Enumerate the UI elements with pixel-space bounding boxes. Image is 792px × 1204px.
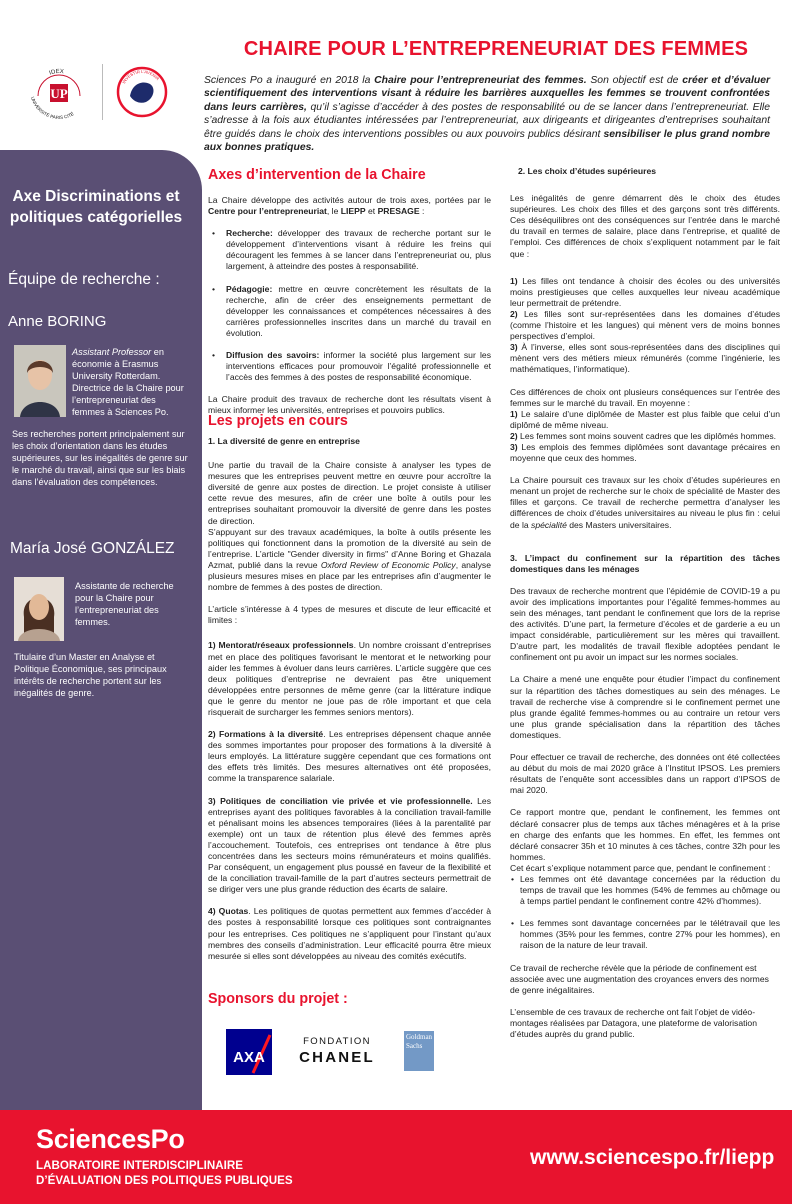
intro-paragraph: Sciences Po a inauguré en 2018 la Chaire pour l’entrepreneuriat des femmes. Son objectif est de créer et d’évaluer scientifiquement des interventions visant à réduire les barrières auxquelles les femmes se trouvent confrontées dans leurs carrières, qu’il s’agisse d’accéder à des postes de responsabilité ou de se lancer dans l’entrepreneuriat. Elle s’adresse à la fois aux étudiantes intéressées par l’entrepreneuriat, aux dirigeants et dirigeantes d’entreprises souhaitant être guidés dans le choix des interventions possibles ou aux pouvoirs publics désirant sensibiliser le plus grand nombre aux bonnes pratiques. bbox=[204, 75, 771, 154]
section-1-paragraph-3: L’article s’intéresse à 4 types de mesures et discute de leur efficacité et limites : bbox=[208, 604, 491, 626]
goldman-sachs-logo: Goldman Sachs bbox=[404, 1031, 434, 1071]
section-3-paragraph-6: Ce travail de recherche révèle que la période de confinement est associée avec une augmentation des croyances envers des normes de genre inégalitaires. bbox=[510, 962, 769, 995]
axa-logo bbox=[226, 1029, 272, 1075]
person-name-anne-boring: Anne BORING bbox=[8, 313, 107, 330]
svg-text:INVESTIR L’AVENIR: INVESTIR L’AVENIR bbox=[121, 68, 161, 85]
sciencespo-logo: SciencesPo bbox=[36, 1124, 185, 1154]
axe-diffusion: • Diffusion des savoirs: informer la société plus largement sur les interventions efficaces pour promouvoir l’égalité professionnelle et l’accès des femmes à des postes de responsabilité économique. bbox=[208, 350, 491, 383]
axe-pedagogie: • Pédagogie: mettre en œuvre concrètement les résultats de la recherche, afin de créer des enseignements permettant de développer les connaissances et compétences nécessaires à des carrières professionnelles inscrites dans un marché du travail en évolution. bbox=[208, 284, 491, 339]
section-3-paragraph-4: Ce rapport montre que, pendant le confinement, les femmes ont déclaré consacrer plus de temps aux tâches ménagères et à la prise en charge des enfants que les hommes. En effet, les femmes ont déclaré consacrer 35h et 10 minutes à ces tâches, contre 32h pour les hommes. bbox=[510, 807, 780, 862]
page-title: CHAIRE POUR L’ENTREPRENEURIAT DES FEMMES bbox=[243, 38, 749, 60]
section-1-paragraph: Une partie du travail de la Chaire consiste à analyser les types de mesures que les entreprises peuvent mettre en œuvre pour accroître la diversité de genre aux postes de direction. Le projet consiste à utiliser cette revue des mesures, afin de créer une boîte à outils pour les entreprises souhaitant promouvoir la diversité de genre dans les postes de direction. bbox=[208, 460, 491, 526]
mesure-conciliation: 3) Politiques de conciliation vie privée et vie professionnelle. Les entreprises ayant des politiques favorables à la conciliation travail-famille et pénalisant moins les absences temporaires (liées à la parentalité par exemple) ont un taux de rétention plus élevé des femmes après l’accouchement. Toutefois, ces entreprises ont tendance à être plus concentrées dans les secteurs moins rémunérateurs et moins qualifiés. Par conséquent, un engagement plus poussé en faveur de la flexibilité et de la conciliation travail-famille de la part d’autres secteurs permettrait de se diriger vers une plus grande réduction des écarts de salaire. bbox=[208, 795, 491, 895]
investir-avenir-logo bbox=[112, 62, 172, 122]
axes-conclusion: La Chaire produit des travaux de recherche dont les résultats visent à mieux informer les universités, entreprises et pouvoirs publics. bbox=[208, 394, 491, 416]
section-3-bullet-2: • Les femmes sont davantage concernées par le télétravail que les hommes (35% pour les femmes, contre 27% pour les hommes), en raison de la nature de leur travail. bbox=[510, 918, 780, 951]
maria-jose-gonzalez-bio: Titulaire d’un Master en Analyse et Politique Économique, ses principaux intérêts de recherche portent sur les inégalités de genre. bbox=[14, 652, 167, 699]
section-3-paragraph-3: Pour effectuer ce travail de recherche, des données ont été collectées au début du mois de mai 2020 grâce à l’Institut IPSOS. Les premiers résultats de l’enquête sont accessibles dans un rapport d’IPSOS de mai 2020. bbox=[510, 752, 780, 796]
svg-text:AXA: AXA bbox=[233, 1049, 265, 1066]
section-3-title: 3. L’impact du confinement sur la répartition des tâches domestiques dans les ménages bbox=[510, 552, 780, 574]
section-3-paragraph-1: Des travaux de recherche montrent que l’épidémie de COVID-19 a pu avoir des implications importantes pour l’égalité femmes-hommes au sein des ménages, tant pendant le confinement que lors de la reprise des activités. D’une part, la fermeture d’écoles et de garderie a eu un impact considérable, particulièrement sur les mères qui travaillent. D’autre part, les modalités de travail flexible adoptées pendant le confinement ont pu avoir un impact sur les normes sociales. bbox=[510, 585, 780, 663]
axe-recherche: • Recherche: développer des travaux de recherche portant sur le développement d’interventions visant à réduire les freins qui découragent les femmes à se lancer dans l’entrepreneuriat ou, plus largement, à atteindre des postes à responsabilité. bbox=[208, 228, 491, 272]
section-1-title: 1. La diversité de genre en entreprise bbox=[208, 436, 360, 446]
section-3-paragraph-5: Cet écart s’explique notamment parce que, pendant le confinement : bbox=[510, 862, 771, 873]
svg-text:IDEX: IDEX bbox=[48, 68, 64, 77]
maria-jose-gonzalez-photo bbox=[14, 577, 64, 641]
universite-paris-cite-logo bbox=[24, 60, 94, 130]
anne-boring-role: Assistant Professor en économie à Erasmus University Rotterdam. Directrice de la Chaire pour l’entrepreneuriat des femmes à Sciences Po. bbox=[72, 347, 184, 418]
section-2-list: 1) Les filles ont tendance à choisir des écoles ou des universités moins prestigieuses que celles auxquelles leur niveau académique leur permettrait de prétendre. 2) Les filles sont sur-représentées dans les domaines d’études (comme l’histoire et les langues) qui mènent vers de moins bonnes perspectives d’emploi. 3) À l’inverse, elles sont sous-représentées dans des disciplines qui mènent vers des métiers mieux rémunérés (comme l’ingénierie, les mathématiques, l’informatique). bbox=[510, 275, 780, 375]
maria-jose-gonzalez-role: Assistante de recherche pour la Chaire pour l’entrepreneuriat des femmes. bbox=[75, 581, 174, 628]
axes-intro: La Chaire développe des activités autour de trois axes, portées par le Centre pour l’entrepreneuriat, le LIEPP et PRESAGE : bbox=[208, 195, 491, 217]
mesure-formations: 2) Formations à la diversité. Les entreprises dépensent chaque année des sommes importantes pour proposer des formations à la diversité à leurs employés. La littérature suggère cependant que ces formations ont des effets très limités. Des mesures alternatives ont été proposées, comme la transparence salariale. bbox=[208, 729, 491, 784]
right-column-body bbox=[510, 166, 780, 1051]
section-2-paragraph-3: La Chaire poursuit ces travaux sur les choix d’études supérieures en menant un projet de recherche sur le choix de spécialité de Master des filles et garçons. Ce travail de recherche permettra d’analyser les différences de choix d’études universitaires au niveau le plus fin : celui de la spécialité des Masters universitaires. bbox=[510, 475, 780, 530]
website-link[interactable]: www.sciencespo.fr/liepp bbox=[530, 1146, 775, 1169]
projets-body bbox=[208, 436, 491, 973]
section-2-paragraph: Les inégalités de genre démarrent dès le choix des études supérieures. Les choix des filles et des garçons sont très différents. Ces déséquilibres ont des conséquences sur l’entrée dans le marché du travail en termes de salaire, place dans l’entreprise, et qualité de l’emploi. Ces différences de choix s’expliquent notamment par le fait que : bbox=[510, 193, 780, 259]
mesure-mentorat: 1) Mentorat/réseaux professionnels. Un nombre croissant d’entreprises met en place des politiques favorisant le mentorat et le networking pour aider les femmes à évoluer dans leurs carrières. L’article suggère que ces deux politiques d’entreprise ne devraient pas être uniquement développées entre personnes de même genre (car la littérature indique que le genre du mentor ne joue pas de rôle important et que cela risquerait de surcharger les femmes seniors mentors). bbox=[208, 640, 491, 717]
axes-heading: Axes d’intervention de la Chaire bbox=[208, 167, 426, 183]
svg-text:UNIVERSITÉ PARIS CITÉ: UNIVERSITÉ PARIS CITÉ bbox=[29, 95, 75, 121]
equipe-heading: Équipe de recherche : bbox=[8, 271, 160, 288]
svg-text:UP: UP bbox=[50, 86, 68, 101]
liepp-label: LABORATOIRE INTERDISCIPLINAIRE D’ÉVALUATION DES POLITIQUES PUBLIQUES bbox=[36, 1159, 293, 1187]
section-2-paragraph-2: Ces différences de choix ont plusieurs conséquences sur l’entrée des femmes sur le marché du travail. En moyenne : bbox=[510, 386, 780, 408]
section-2-consequences: 1) Le salaire d’une diplômée de Master est plus faible que celui d’un diplômé de même niveau. 2) Les femmes sont moins souvent cadres que les diplômés hommes. 3) Les emplois des femmes diplômées sont davantage précaires en moyenne que ceux des hommes. bbox=[510, 408, 780, 464]
section-3-paragraph-2: La Chaire a mené une enquête pour étudier l’impact du confinement sur la répartition des tâches domestiques au sein des ménages. Le travail de recherche vise à comprendre si le confinement permet une plus grande égalité femmes-hommes ou au contraire un retour vers une plus grande spécialisation dans la répartition des tâches domestiques. bbox=[510, 674, 780, 740]
axe-title: Axe Discriminations et politiques catégorielles bbox=[9, 188, 183, 226]
section-3-bullet-1: • Les femmes ont été davantage concernées par la réduction du temps de travail que les hommes (54% de femmes au chômage ou à temps partiel pendant le confinement contre 42% d’hommes). bbox=[510, 874, 780, 907]
person-name-maria-jose-gonzalez: María José GONZÁLEZ bbox=[10, 540, 175, 557]
section-1-paragraph-2: S’appuyant sur des travaux académiques, la boîte à outils présente les politiques qui fonctionnent dans la promotion de la diversité au sein de l’entreprise. L’article "Gender diversity in firms" d’Anne Boring et Ghazala Azmat, publié dans la revue Oxford Review of Economic Policy, analyse plusieurs mesures mises en place par les entreprises afin d’augmenter le nombre de femmes à des postes de direction. bbox=[208, 526, 491, 593]
left-column-body bbox=[208, 195, 491, 428]
sponsors-heading: Sponsors du projet : bbox=[208, 991, 348, 1007]
projets-heading: Les projets en cours bbox=[208, 413, 348, 429]
section-3-paragraph-7: L’ensemble de ces travaux de recherche ont fait l’objet de vidéo-montages réalisées par Datagora, une plateforme de valorisation d’études auprès du grand public. bbox=[510, 1006, 757, 1039]
logo-divider bbox=[102, 64, 103, 120]
fondation-chanel-logo: FONDATION CHANEL bbox=[299, 1036, 375, 1066]
anne-boring-photo bbox=[14, 345, 66, 417]
mesure-quotas: 4) Quotas. Les politiques de quotas permettent aux femmes d’accéder à des postes à responsabilité lorsque ces politiques sont contraignantes pour les entreprises. Ces politiques ne s’appliquent pour l’instant qu’aux membres des conseils d’administration. Leur efficacité pourra être mieux mesurée si elles sont développées au niveau des comités exécutifs. bbox=[208, 906, 491, 961]
section-2-title: 2. Les choix d’études supérieures bbox=[518, 166, 657, 176]
anne-boring-bio: Ses recherches portent principalement sur les choix d’orientation dans les études supérieures, sur les inégalités de genre sur le marché du travail, ainsi que sur les biais dans l’évaluation des compétences. bbox=[12, 429, 188, 488]
